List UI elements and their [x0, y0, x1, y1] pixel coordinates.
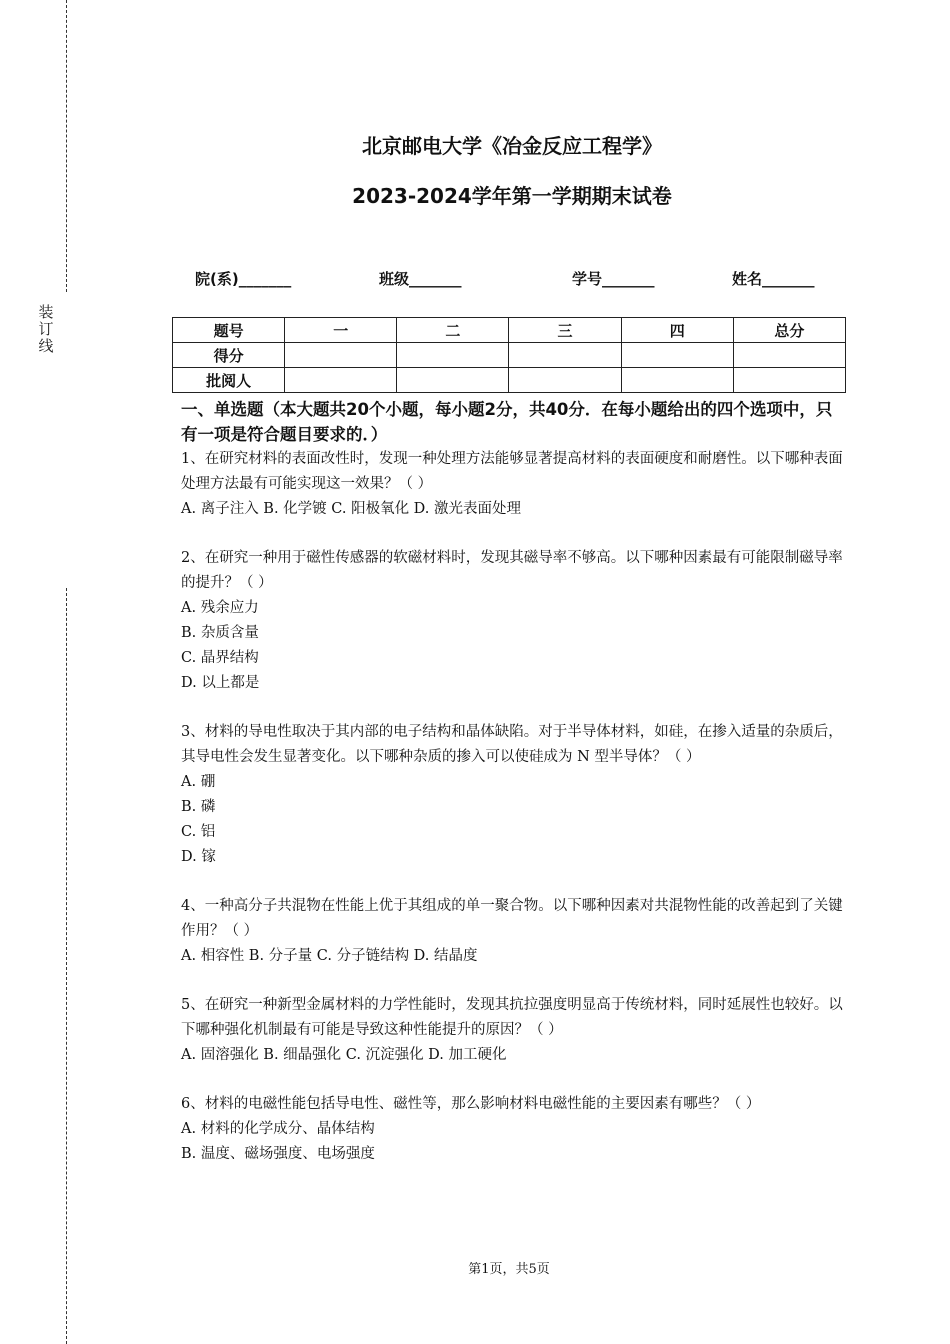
- table-cell: 批阅人: [173, 368, 285, 393]
- table-cell: 总分: [733, 318, 845, 343]
- reviewer-row: [173, 368, 846, 393]
- question-option: A. 材料的化学成分、晶体结构: [181, 1121, 375, 1137]
- question: [181, 720, 843, 870]
- reviewer-input-cell[interactable]: [509, 368, 621, 393]
- reviewer-input-cell[interactable]: [733, 368, 845, 393]
- question-option: B. 温度、磁场强度、电场强度: [181, 1146, 375, 1162]
- class-field[interactable]: 班级_______: [379, 270, 462, 288]
- reviewer-input-cell[interactable]: [621, 368, 733, 393]
- student-info-row: [0, 268, 950, 292]
- binding-char: 线: [38, 337, 54, 355]
- question-option: A. 离子注入 B. 化学镀 C. 阳极氧化 D. 激光表面处理: [181, 501, 522, 517]
- question-stem: 4、一种高分子共混物在性能上优于其组成的单一聚合物。以下哪种因素对共混物性能的改善起到了关键作用？（ ）: [181, 898, 843, 939]
- binding-char: 订: [38, 320, 54, 338]
- exam-title-school: 北京邮电大学《冶金反应工程学》: [362, 134, 662, 158]
- binding-char: 装: [38, 303, 54, 321]
- question-option: C. 铝: [181, 824, 216, 840]
- question-option: A. 固溶强化 B. 细晶强化 C. 沉淀强化 D. 加工硬化: [181, 1047, 507, 1063]
- student-id-field[interactable]: 学号_______: [572, 270, 655, 288]
- question: [181, 1092, 843, 1167]
- score-input-cell[interactable]: [509, 343, 621, 368]
- question-stem: 5、在研究一种新型金属材料的力学性能时，发现其抗拉强度明显高于传统材料，同时延展性也较好。以下哪种强化机制最有可能是导致这种性能提升的原因？（ ）: [181, 997, 843, 1038]
- binding-line-bottom: [66, 588, 67, 1344]
- score-table: [172, 317, 846, 393]
- score-row: [173, 343, 846, 368]
- question-stem: 2、在研究一种用于磁性传感器的软磁材料时，发现其磁导率不够高。以下哪种因素最有可能限制磁导率的提升？（ ）: [181, 550, 843, 591]
- table-cell: 一: [285, 318, 397, 343]
- exam-title-term: 2023-2024学年第一学期期末试卷: [352, 184, 672, 208]
- question-option: A. 相容性 B. 分子量 C. 分子链结构 D. 结晶度: [181, 948, 478, 964]
- table-cell: 题号: [173, 318, 285, 343]
- reviewer-input-cell[interactable]: [285, 368, 397, 393]
- score-input-cell[interactable]: [621, 343, 733, 368]
- question-stem: 6、材料的电磁性能包括导电性、磁性等，那么影响材料电磁性能的主要因素有哪些？（ ）: [181, 1096, 761, 1112]
- question-option: A. 硼: [181, 774, 216, 790]
- score-input-cell[interactable]: [285, 343, 397, 368]
- question: [181, 993, 843, 1068]
- question-option: B. 杂质含量: [181, 625, 259, 641]
- question-stem: 3、材料的导电性取决于其内部的电子结构和晶体缺陷。对于半导体材料，如硅，在掺入适量的杂质后，其导电性会发生显著变化。以下哪种杂质的掺入可以使硅成为 N 型半导体？（ ）: [181, 724, 843, 765]
- exam-content: [181, 397, 843, 1167]
- question-option: D. 以上都是: [181, 675, 260, 691]
- question: [181, 894, 843, 969]
- section-header: 一、单选题（本大题共20个小题，每小题2分，共40分．在每小题给出的四个选项中，只有一项是符合题目要求的．）: [181, 400, 833, 444]
- question: [181, 546, 843, 696]
- question-option: B. 磷: [181, 799, 216, 815]
- question-option: A. 残余应力: [181, 600, 259, 616]
- table-cell: 三: [509, 318, 621, 343]
- table-cell: 得分: [173, 343, 285, 368]
- reviewer-input-cell[interactable]: [397, 368, 509, 393]
- name-field[interactable]: 姓名_______: [732, 270, 815, 288]
- page-footer: 第1页，共5页: [468, 1262, 550, 1277]
- binding-label: [36, 304, 56, 355]
- score-input-cell[interactable]: [397, 343, 509, 368]
- score-input-cell[interactable]: [733, 343, 845, 368]
- question: [181, 447, 843, 522]
- question-option: C. 晶界结构: [181, 650, 259, 666]
- score-table-header-row: [173, 318, 846, 343]
- question-stem: 1、在研究材料的表面改性时，发现一种处理方法能够显著提高材料的表面硬度和耐磨性。以下哪种表面处理方法最有可能实现这一效果？（ ）: [181, 451, 843, 492]
- table-cell: 四: [621, 318, 733, 343]
- table-cell: 二: [397, 318, 509, 343]
- question-option: D. 镓: [181, 849, 216, 865]
- department-field[interactable]: 院(系)_______: [195, 270, 292, 288]
